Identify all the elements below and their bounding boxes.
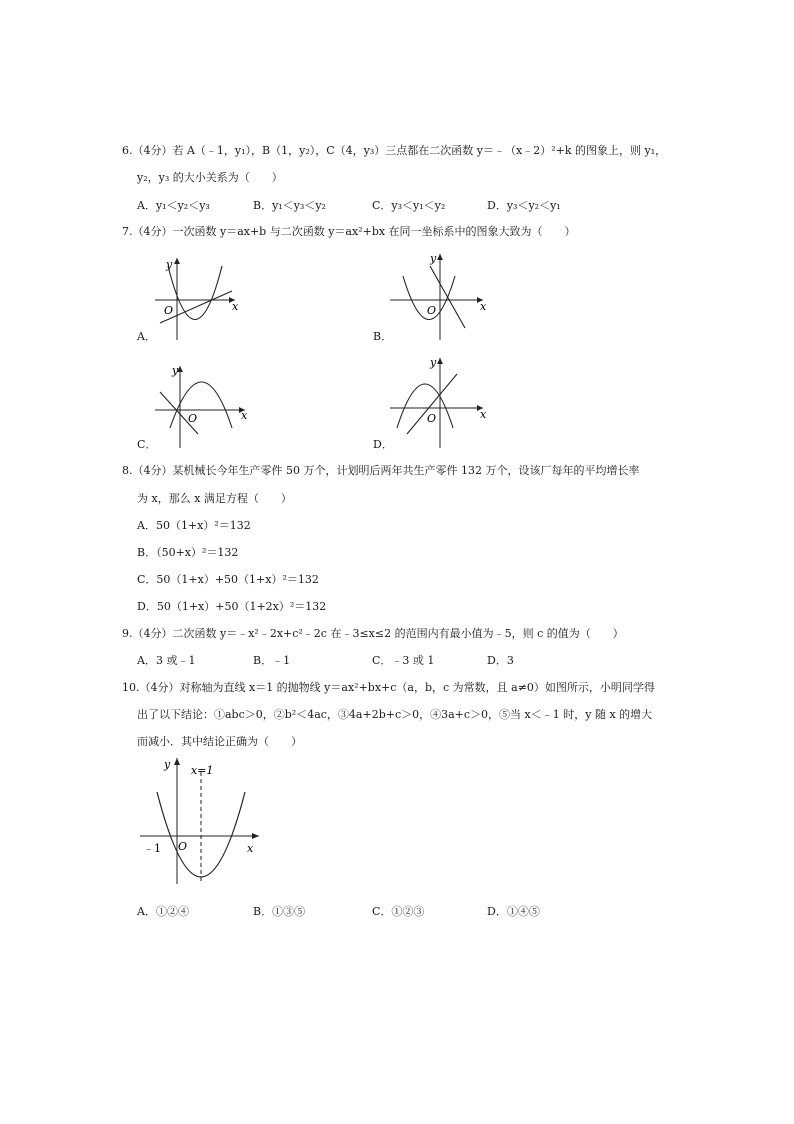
q9-option-c: C．﹣3 或 1 <box>372 654 435 667</box>
q6-option-d: D．y₃＜y₂＜y₁ <box>487 199 561 212</box>
q7-graph-d <box>385 352 495 452</box>
q7-option-a-label: A． <box>137 330 156 343</box>
q7-c-origin: O <box>188 412 198 425</box>
q10-stem-line2: 出了以下结论：①abc＞0，②b²＜4ac，③4a+2b+c＞0，④3a+c＞0，⑤当 x＜﹣1 时，y 随 x 的增大 <box>137 708 653 721</box>
q10-origin: O <box>178 840 188 853</box>
q7-c-x-label: x <box>241 409 248 422</box>
q10-y-label: y <box>164 758 171 771</box>
q6-option-c: C．y₃＜y₁＜y₂ <box>372 199 446 212</box>
q8-stem-line1: 8.（4分）某机械长今年生产零件 50 万个，计划明后两年共生产零件 132 万个，设该厂每年的平均增长率 <box>122 464 640 477</box>
q9-option-b: B．﹣1 <box>253 654 291 667</box>
q6-stem-line2: y₂，y₃ 的大小关系为（ ） <box>137 171 283 184</box>
q7-b-y-label: y <box>430 252 437 265</box>
q10-option-a: A．①②④ <box>137 905 189 918</box>
q7-d-y-label: y <box>430 356 437 369</box>
q6-stem-line1: 6.（4分）若 A（﹣1，y₁），B（1，y₂），C（4，y₃）三点都在二次函数 y＝﹣（x﹣2）²+k 的图象上，则 y₁， <box>122 144 667 157</box>
q9-stem: 9.（4分）二次函数 y＝﹣x²﹣2x+c²﹣2c 在﹣3≤x≤2 的范围内有最小值为﹣5，则 c 的值为（ ） <box>122 627 624 640</box>
q8-option-a: A．50（1+x）²＝132 <box>137 519 251 532</box>
q10-option-c: C．①②③ <box>372 905 425 918</box>
q10-axis-of-symmetry-label: x=1 <box>191 764 214 777</box>
q7-a-x-label: x <box>232 300 239 313</box>
q10-tick-minus-one: ﹣1 <box>143 842 161 855</box>
q7-c-y-label: y <box>172 364 179 377</box>
q10-x-label: x <box>247 842 254 855</box>
q7-b-x-label: x <box>480 300 487 313</box>
q8-stem-line2: 为 x，那么 x 满足方程（ ） <box>137 492 292 505</box>
q7-graph-a <box>150 248 250 343</box>
q7-a-origin: O <box>164 304 174 317</box>
q8-option-b: B．（50+x）²＝132 <box>137 546 239 559</box>
q7-option-b-label: B． <box>373 330 393 343</box>
q9-option-a: A．3 或﹣1 <box>137 654 196 667</box>
q9-option-d: D．3 <box>487 654 514 667</box>
q7-graph-b <box>385 248 495 343</box>
q6-option-a: A．y₁＜y₂＜y₃ <box>137 199 210 212</box>
q10-stem-line1: 10.（4分）对称轴为直线 x＝1 的抛物线 y＝ax²+bx+c（a，b，c 为常数，且 a≠0）如图所示，小明同学得 <box>122 681 655 694</box>
q7-d-x-label: x <box>480 408 487 421</box>
q8-option-c: C．50（1+x）+50（1+x）²＝132 <box>137 573 319 586</box>
q7-option-d-label: D． <box>373 438 393 451</box>
q7-a-y-label: y <box>166 258 173 271</box>
q10-stem-line3: 而减小．其中结论正确为（ ） <box>137 735 302 748</box>
q10-option-d: D．①④⑤ <box>487 905 540 918</box>
q8-option-d: D．50（1+x）+50（1+2x）²＝132 <box>137 600 327 613</box>
q7-graph-c <box>150 356 255 451</box>
q10-option-b: B．①③⑤ <box>253 905 306 918</box>
q7-stem: 7.（4分）一次函数 y＝ax+b 与二次函数 y＝ax²+bx 在同一坐标系中的图象大致为（ ） <box>122 225 576 238</box>
q7-d-origin: O <box>427 412 437 425</box>
q6-option-b: B．y₁＜y₃＜y₂ <box>253 199 326 212</box>
q10-parabola-figure <box>135 752 270 887</box>
q7-option-c-label: C． <box>137 438 157 451</box>
q7-b-origin: O <box>427 304 437 317</box>
